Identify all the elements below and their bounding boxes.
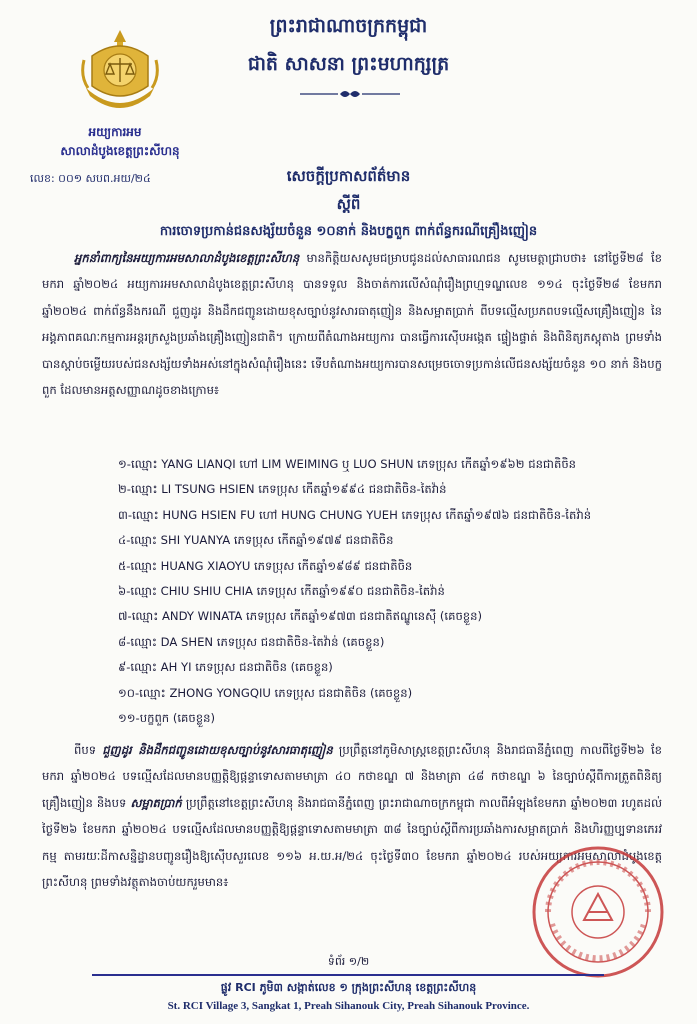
list-item: ៩-ឈ្មោះ AH YI ភេទប្រុស ជនជាតិចិន (គេចខ្លួន) — [118, 660, 333, 675]
list-item: ២-ឈ្មោះ LI TSUNG HSIEN ភេទប្រុស កើតឆ្នាំ១៩៩៤ ជនជាតិចិន-តៃវ៉ាន់ — [118, 482, 447, 497]
list-item: ១១-បក្ខពួក (គេចខ្លួន) — [118, 710, 216, 725]
charges-tail: ប្រព្រឹត្តនៅខេត្តព្រះសីហនុ និងរាជធានីភ្នំពេញ ព្រះរាជាណាចក្រកម្ពុជា កាលពីអំឡុងខែមករា ឆ្នាំ២០២៣ រហូតដល់ថ្ងៃទី២៦ ខែមករា ឆ្នាំ២០២៤ បទល្មើសដែលមានបញ្ញត្តិឱ្យផ្តន្ទាទោសតាមមាត្រា ៣៨ នៃច្បាប់ស្តីពីការប្រឆាំងការសម្អាតប្រាក់ និងហិរញ្ញប្បទានភេរវកម្ម តាមរយៈដីកាសន្និដ្ឋានបញ្ជូនរឿងឱ្យស៊ើបសួរលេខ ១១៦ អ.យ.អ/២៤ ចុះថ្ងៃទី៣០ ខែមករា ឆ្នាំ២០២៤ របស់អយ្យការអមសាលាដំបូងខេត្តព្រះសីហនុ ព្រមទាំងវត្ថុតាងចាប់យករួមមាន៖ — [42, 795, 662, 890]
charges-lead: ពីបទ — [74, 743, 103, 757]
list-item: ៥-ឈ្មោះ HUANG XIAOYU ភេទប្រុស កើតឆ្នាំ១៩៨៩ ជនជាតិចិន — [118, 558, 413, 573]
footer-divider — [92, 974, 604, 976]
list-item: ១-ឈ្មោះ YANG LIANQI ហៅ LIM WEIMING ឬ LUO SHUN ភេទប្រុស កើតឆ្នាំ១៩៦២ ជនជាតិចិន — [118, 457, 577, 471]
document-title: សេចក្តីប្រកាសព័ត៌មាន — [286, 167, 411, 185]
subject-line: ការចោទប្រកាន់ជនសង្ស័យចំនួន ១០នាក់ និងបក្ខពួក ពាក់ព័ន្ធករណីគ្រឿងញៀន — [159, 224, 538, 239]
suspect-list — [118, 452, 678, 731]
charges-text: ប្រព្រឹត្តនៅភូមិសាស្ត្រខេត្តព្រះសីហនុ និងរាជធានីភ្នំពេញ កាលពីថ្ងៃទី២៦ ខែមករា ឆ្នាំ២០២៤ បទល្មើសដែលមានបញ្ញត្តិឱ្យផ្តន្ទាទោសតាមមាត្រា ៤០ កថាខណ្ឌ ៧ និងមាត្រា ៤៨ កថាខណ្ឌ ៦ នៃច្បាប់ស្តីពីការត្រួតពិនិត្យគ្រឿងញៀន និងបទ — [42, 743, 662, 810]
about-label: ស្តីពី — [336, 195, 361, 213]
charge-trafficking: ជួញដូរ និងដឹកជញ្ជូនដោយខុសច្បាប់នូវសារធាតុញៀន — [102, 743, 333, 757]
list-item: ១០-ឈ្មោះ ZHONG YONGQIU ភេទប្រុស ជនជាតិចិន (គេចខ្លួន) — [118, 685, 413, 700]
list-item: ៤-ឈ្មោះ SHI YUANYA ភេទប្រុស កើតឆ្នាំ១៩៧៩ ជនជាតិចិន — [118, 533, 394, 548]
kingdom-heading: ព្រះរាជាណាចក្រកម្ពុជា — [269, 15, 428, 37]
org-name-line1: អយ្យការអម — [88, 125, 142, 139]
list-item: ៣-ឈ្មោះ HUNG HSIEN FU ហៅ HUNG CHUNG YUEH ភេទប្រុស កើតឆ្នាំ១៩៧៦ ជនជាតិចិន-តៃវ៉ាន់ — [118, 507, 592, 522]
paragraph-text: មានកិត្តិយសសូមជម្រាបជូនដល់សាធារណជន សូមមេត្តាជ្រាបថា៖ នៅថ្ងៃទី២៨ ខែមករា ឆ្នាំ២០២៤ អយ្យការអមសាលាដំបូងខេត្តព្រះសីហនុ បានទទួល និងចាត់ការលើសំណុំរឿងព្រហ្មទណ្ឌលេខ ១១៤ ចុះថ្ងៃទី២៨ ខែមករា ឆ្នាំ២០២៤ ពាក់ព័ន្ធនឹងករណី ជួញដូរ និងដឹកជញ្ជូនដោយខុសច្បាប់នូវសារធាតុញៀន និងសម្អាតប្រាក់ ពីបទល្មើសប្រភពបទល្មើសគ្រឿងញៀន នៃអង្គភាពគណៈកម្មការអន្តរក្រសួងប្រឆាំងគ្រឿងញៀនជាតិ។ ក្រោយពីតំណាងអយ្យការ បានធ្វើការស៊ើបអង្កេត ផ្ទៀងផ្ទាត់ និងពិនិត្យភស្តុតាង ព្រមទាំងបានស្តាប់ចម្លើយរបស់ជនសង្ស័យទាំងអស់នៅក្នុងសំណុំរឿងនេះ ទើបតំណាងអយ្យការបានសម្រេចចោទប្រកាន់លើជនសង្ស័យចំនួន ១០ នាក់ និងបក្ខពួក ដែលមានអត្តសញ្ញាណដូចខាងក្រោម៖ — [42, 251, 662, 398]
divider-ornament — [300, 88, 400, 100]
paragraph-lead: អ្នកនាំពាក្យនៃអយ្យការអមសាលាដំបូងខេត្តព្រះសីហនុ — [74, 251, 300, 265]
reference-number: លេខ: ០០១ សបព.អយ/២៤ — [30, 172, 151, 185]
list-item: ៦-ឈ្មោះ CHIU SHIU CHIA ភេទប្រុស កើតឆ្នាំ១៩៩០ ជនជាតិចិន-តៃវ៉ាន់ — [118, 583, 445, 598]
list-item: ៨-ឈ្មោះ DA SHEN ភេទប្រុស ជនជាតិចិន-តៃវ៉ាន់ (គេចខ្លួន) — [118, 634, 385, 649]
org-name-line2: សាលាដំបូងខេត្តព្រះសីហនុ — [60, 144, 180, 158]
address-khmer: ផ្លូវ RCI ភូមិ៣ សង្កាត់លេខ ១ ក្រុងព្រះសីហនុ ខេត្តព្រះសីហនុ — [220, 981, 477, 994]
list-item: ៧-ឈ្មោះ ANDY WINATA ភេទប្រុស កើតឆ្នាំ១៩៧៣ ជនជាតិឥណ្ឌូនេស៊ី (គេចខ្លួន) — [118, 609, 483, 624]
page-number: ទំព័រ ១/២ — [327, 955, 370, 968]
charge-money-laundering: សម្អាតប្រាក់ — [130, 795, 182, 810]
paragraph-intro — [42, 245, 662, 403]
address-english: St. RCI Village 3, Sangkat 1, Preah Sihanouk City, Preah Sihanouk Province. — [167, 1000, 530, 1012]
motto-heading: ជាតិ សាសនា ព្រះមហាក្សត្រ — [247, 53, 450, 75]
